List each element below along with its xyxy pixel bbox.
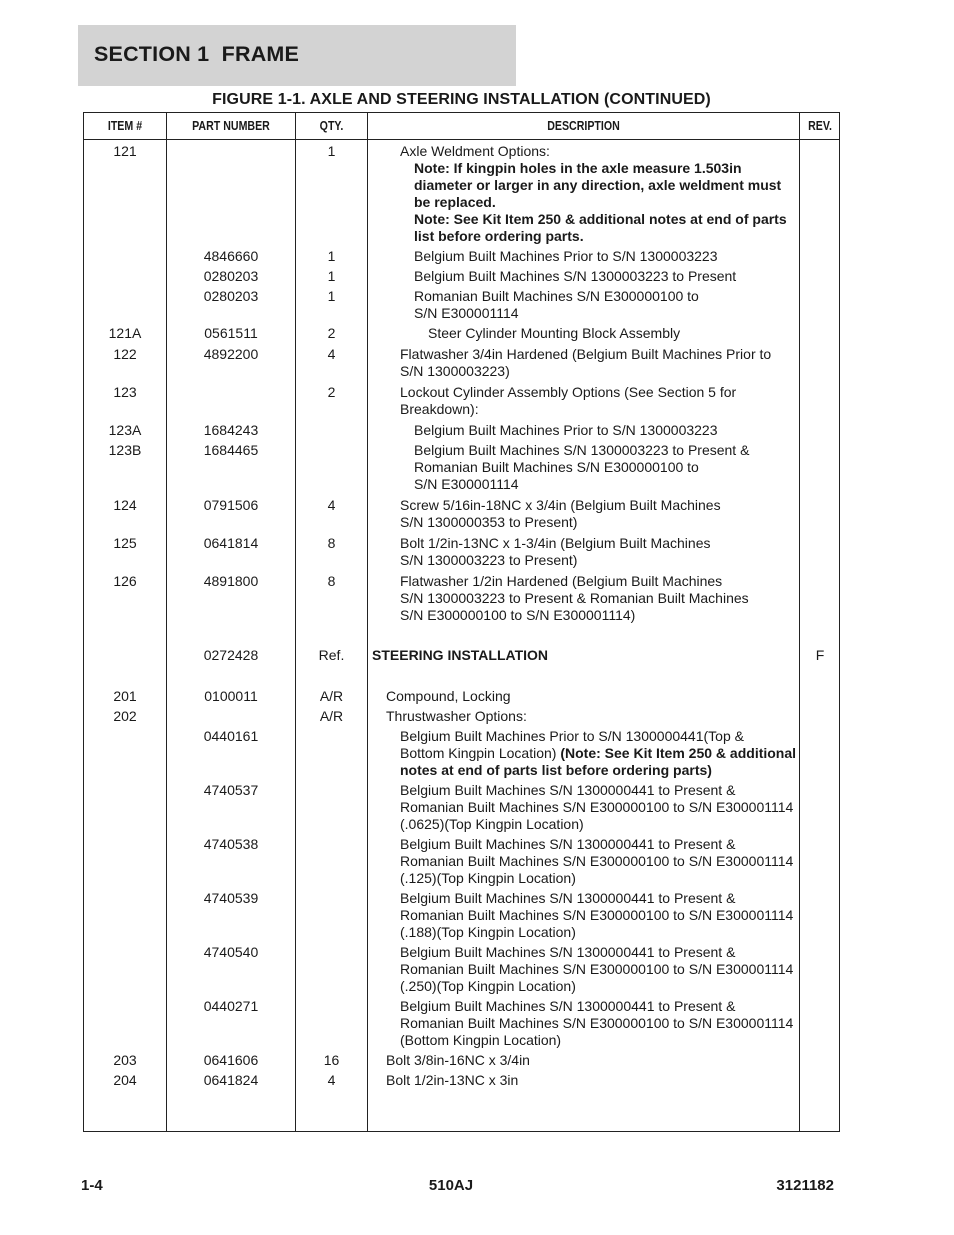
table-row	[84, 535, 841, 569]
item-number: 126	[113, 573, 137, 589]
parts-table	[83, 112, 840, 1132]
table-row	[84, 688, 841, 705]
table-row	[84, 143, 841, 245]
description-line: Romanian Built Machines S/N E300000100 to S/N E300001114	[400, 799, 794, 815]
quantity: 4	[327, 497, 336, 513]
quantity: 16	[323, 1052, 340, 1068]
description-line: Belgium Built Machines Prior to S/N 1300003223	[414, 422, 718, 438]
description-line: Screw 5/16in-18NC x 3/4in (Belgium Built Machines	[400, 497, 721, 513]
quantity: 2	[327, 325, 336, 341]
description	[368, 890, 828, 941]
description-line: Romanian Built Machines S/N E300000100 to S/N E300001114	[400, 961, 794, 977]
part-number: 4846660	[203, 248, 259, 264]
quantity: 1	[327, 288, 336, 304]
description-line: Romanian Built Machines S/N E300000100 to	[414, 288, 699, 304]
description-line: S/N 1300000353 to Present)	[400, 514, 578, 530]
description-line: S/N 1300003223 to Present)	[400, 552, 578, 568]
table-row	[84, 384, 841, 418]
description-line: (.188)(Top Kingpin Location)	[400, 924, 576, 940]
table-row	[84, 442, 841, 493]
quantity: 1	[327, 268, 336, 284]
description	[368, 442, 842, 493]
table-row	[84, 998, 841, 1049]
description-line: Axle Weldment Options:	[400, 143, 550, 159]
description	[368, 836, 828, 887]
table-row	[84, 728, 841, 779]
table-row	[84, 422, 841, 439]
description-line: Lockout Cylinder Assembly Options (See Section 5 for	[400, 384, 737, 400]
revision: F	[815, 647, 825, 663]
item-number: 123	[113, 384, 137, 400]
description-line: Compound, Locking	[386, 688, 511, 704]
description	[368, 288, 842, 322]
description-line: Belgium Built Machines S/N 1300000441 to Present &	[400, 836, 736, 852]
header-rev: REV.	[808, 119, 832, 133]
part-number: 4892200	[203, 346, 259, 362]
description-line: Romanian Built Machines S/N E300000100 to S/N E300001114	[400, 853, 794, 869]
description-text: Bottom Kingpin Location)	[400, 745, 561, 761]
description-line: Belgium Built Machines Prior to S/N 1300003223	[414, 248, 718, 264]
description	[368, 573, 828, 624]
description-line: Romanian Built Machines S/N E300000100 to	[414, 459, 699, 475]
table-row	[84, 836, 841, 887]
page-number: 1-4	[81, 1177, 103, 1194]
description	[368, 1052, 814, 1069]
header-part-number: PART NUMBER	[192, 119, 270, 133]
part-number: 4891800	[203, 573, 259, 589]
description	[368, 268, 842, 285]
item-number: 125	[113, 535, 137, 551]
section-banner	[78, 25, 516, 86]
item-number: 121A	[108, 325, 142, 341]
description	[368, 944, 828, 995]
table-row	[84, 782, 841, 833]
description	[368, 688, 814, 705]
item-number: 122	[113, 346, 137, 362]
description	[368, 143, 828, 245]
table-body	[84, 143, 841, 1092]
part-number: 0561511	[204, 325, 258, 341]
part-number: 1684465	[203, 442, 259, 458]
description-line	[400, 745, 828, 762]
quantity: 8	[327, 573, 336, 589]
table-row	[84, 708, 841, 725]
description	[368, 346, 828, 380]
header-divider	[84, 139, 839, 140]
description-line: Romanian Built Machines S/N E300000100 to S/N E300001114	[400, 1015, 794, 1031]
table-row	[84, 944, 841, 995]
table-row	[84, 573, 841, 624]
description-line: S/N E300001114	[414, 305, 519, 321]
description	[368, 708, 814, 725]
table-row	[84, 325, 841, 342]
part-number: 0272428	[203, 647, 259, 663]
header-qty: QTY.	[319, 119, 344, 133]
section-title: SECTION 1 FRAME	[94, 42, 300, 66]
item-number: 123B	[108, 442, 142, 458]
item-number: 124	[113, 497, 137, 513]
description-line: (.0625)(Top Kingpin Location)	[400, 816, 584, 832]
description-line: be replaced.	[414, 194, 496, 210]
description-line: STEERING INSTALLATION	[372, 647, 549, 663]
quantity: 4	[327, 346, 336, 362]
description	[368, 422, 842, 439]
description-line: S/N 1300003223 to Present & Romanian Built Machines	[400, 590, 749, 606]
part-number: 1684243	[203, 422, 259, 438]
part-number: 0641824	[203, 1072, 259, 1088]
description	[368, 1072, 814, 1089]
description-line: Flatwasher 1/2in Hardened (Belgium Built Machines	[400, 573, 723, 589]
table-row	[84, 647, 841, 664]
table-row	[84, 1052, 841, 1069]
description-line: Belgium Built Machines S/N 1300000441 to Present &	[400, 890, 736, 906]
description-line: Belgium Built Machines S/N 1300003223 to Present	[414, 268, 737, 284]
description-line: Flatwasher 3/4in Hardened (Belgium Built Machines Prior to	[400, 346, 772, 362]
part-number: 4740537	[203, 782, 259, 798]
description-line: Belgium Built Machines Prior to S/N 1300000441(Top &	[400, 728, 744, 744]
description-note: (Note: See Kit Item 250 & additional	[560, 745, 797, 761]
quantity: A/R	[319, 688, 344, 704]
quantity: 1	[327, 248, 336, 264]
description-line: S/N E300000100 to S/N E300001114)	[400, 607, 636, 623]
part-number: 0440271	[203, 998, 259, 1014]
description-line: Steer Cylinder Mounting Block Assembly	[428, 325, 681, 341]
table-row	[84, 248, 841, 265]
description-line: Thrustwasher Options:	[386, 708, 527, 724]
description-line: diameter or larger in any direction, axle weldment must	[414, 177, 782, 193]
description-line: S/N E300001114	[414, 476, 519, 492]
table-row	[84, 268, 841, 285]
part-number: 0791506	[203, 497, 259, 513]
part-number: 4740540	[203, 944, 259, 960]
description	[368, 325, 856, 342]
description-line: Romanian Built Machines S/N E300000100 to S/N E300001114	[400, 907, 794, 923]
table-row	[84, 1072, 841, 1089]
description-line: Breakdown):	[400, 401, 479, 417]
description-line: Bolt 1/2in-13NC x 1-3/4in (Belgium Built Machines	[400, 535, 711, 551]
item-number: 121	[113, 143, 137, 159]
header-description: DESCRIPTION	[547, 119, 620, 133]
figure-title: FIGURE 1-1. AXLE AND STEERING INSTALLATION (CONTINUED)	[212, 91, 711, 108]
quantity: 1	[327, 143, 336, 159]
table-row	[84, 497, 841, 531]
description-line: Note: See Kit Item 250 & additional notes at end of parts	[414, 211, 787, 227]
description-line: S/N 1300003223)	[400, 363, 510, 379]
table-row	[84, 346, 841, 380]
quantity: Ref.	[318, 647, 345, 663]
document-number: 3121182	[776, 1177, 834, 1194]
part-number: 0440161	[203, 728, 259, 744]
item-number: 202	[113, 708, 137, 724]
description	[368, 384, 828, 418]
description	[368, 728, 828, 779]
part-number: 4740539	[203, 890, 259, 906]
quantity: 8	[327, 535, 336, 551]
model-name: 510AJ	[428, 1177, 474, 1194]
header-item: ITEM #	[107, 119, 143, 133]
description-line: notes at end of parts list before ordering parts)	[400, 762, 712, 778]
description-line: (Bottom Kingpin Location)	[400, 1032, 562, 1048]
table-row	[84, 288, 841, 322]
description-line: Belgium Built Machines S/N 1300000441 to Present &	[400, 998, 736, 1014]
description-line: Belgium Built Machines S/N 1300003223 to Present &	[414, 442, 750, 458]
item-number: 204	[113, 1072, 137, 1088]
table-row	[84, 890, 841, 941]
part-number: 0641814	[203, 535, 259, 551]
description-line: Belgium Built Machines S/N 1300000441 to Present &	[400, 944, 736, 960]
part-number: 0280203	[203, 288, 259, 304]
quantity: A/R	[319, 708, 344, 724]
description	[368, 782, 828, 833]
description	[368, 647, 800, 664]
description	[368, 497, 828, 531]
part-number: 0641606	[203, 1052, 259, 1068]
description	[368, 998, 828, 1049]
quantity: 2	[327, 384, 336, 400]
description-line: Belgium Built Machines S/N 1300000441 to Present &	[400, 782, 736, 798]
description-line: Note: If kingpin holes in the axle measure 1.503in	[414, 160, 742, 176]
description	[368, 248, 842, 265]
description-line: (.250)(Top Kingpin Location)	[400, 978, 576, 994]
description-line: list before ordering parts.	[414, 228, 584, 244]
description-line: Bolt 1/2in-13NC x 3in	[386, 1072, 519, 1088]
description-line: Bolt 3/8in-16NC x 3/4in	[386, 1052, 530, 1068]
description-line: (.125)(Top Kingpin Location)	[400, 870, 576, 886]
item-number: 123A	[108, 422, 142, 438]
part-number: 0100011	[204, 688, 258, 704]
item-number: 203	[113, 1052, 137, 1068]
description	[368, 535, 828, 569]
quantity: 4	[327, 1072, 336, 1088]
part-number: 0280203	[203, 268, 259, 284]
item-number: 201	[113, 688, 137, 704]
part-number: 4740538	[203, 836, 259, 852]
